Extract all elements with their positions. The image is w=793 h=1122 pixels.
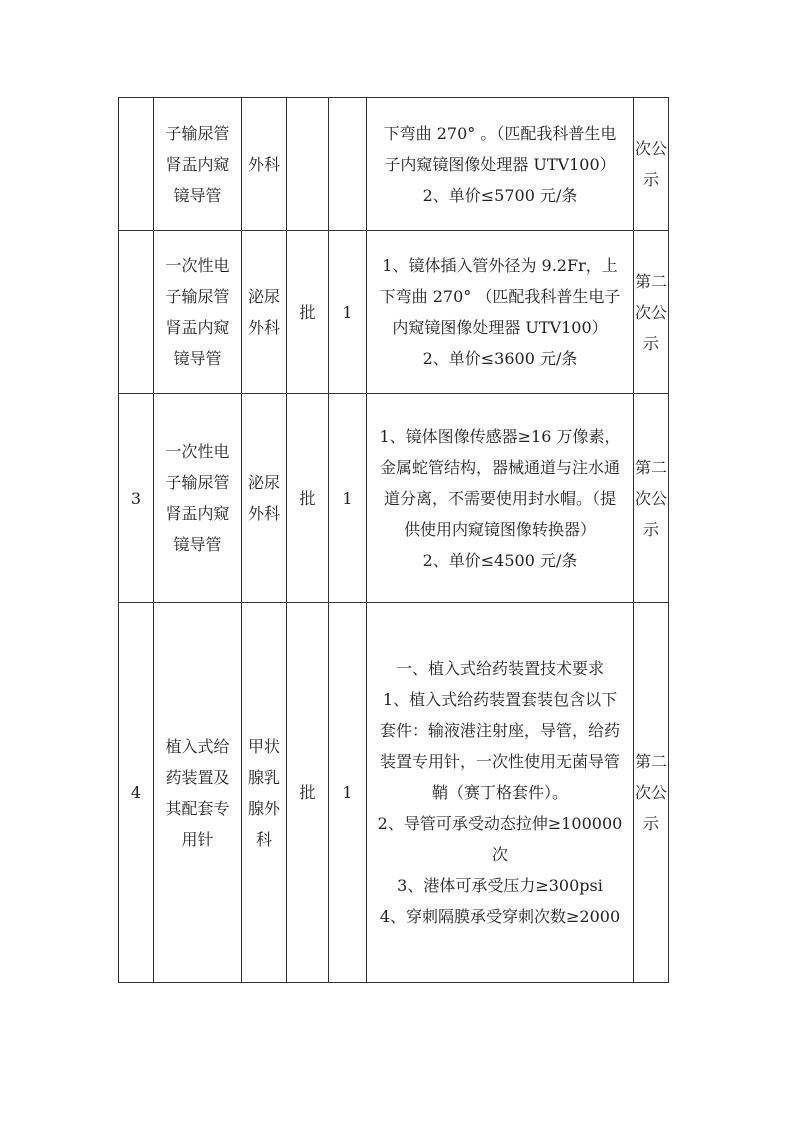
item-name-line: 一次性电 (165, 256, 230, 275)
requirement-line: 2、单价≤3600 元/条 (422, 349, 578, 368)
requirement-line: 1、镜体图像传感器≥16 万像素， (379, 426, 621, 446)
note-line: 第二 (634, 457, 667, 477)
quantity (329, 98, 367, 231)
department-line: 外科 (247, 318, 280, 337)
requirement-line: 3、港体可承受压力≥300psi (397, 876, 603, 895)
note-line: 次公 (634, 488, 667, 508)
item-name (154, 394, 242, 603)
requirement-line: 装置专用针，一次性使用无菌导管 (379, 752, 620, 771)
table-row (119, 603, 669, 983)
procurement-table (118, 97, 669, 983)
department (242, 231, 287, 394)
publication-note (634, 231, 669, 394)
item-name-line: 肾盂内窥 (165, 504, 230, 523)
department-line: 外科 (247, 154, 280, 174)
requirement-line: 2、导管可承受动态拉伸≥100000 (377, 814, 623, 833)
table-row (119, 98, 669, 231)
item-name-line: 镜导管 (173, 349, 222, 368)
requirement-line: 4、穿刺隔膜承受穿刺次数≥2000 (379, 907, 621, 926)
row-number: 4 (119, 603, 154, 983)
requirement-line: 套件：输液港注射座，导管，给药 (379, 721, 620, 740)
requirement-line: 供使用内窥镜图像转换器） (403, 519, 596, 539)
department-line: 泌尿 (247, 473, 280, 492)
item-name (154, 98, 242, 231)
department-line: 泌尿 (247, 287, 280, 306)
department (242, 394, 287, 603)
technical-requirements (367, 231, 634, 394)
department (242, 98, 287, 231)
note-line: 示 (642, 814, 659, 833)
department-line: 科 (255, 829, 272, 849)
table-row (119, 231, 669, 394)
note-line: 示 (642, 519, 659, 539)
department-line: 腺乳 (247, 767, 280, 787)
item-name-line: 子输尿管 (165, 473, 230, 492)
item-name-line: 其配套专 (165, 798, 230, 818)
row-number: 3 (119, 394, 154, 603)
item-name-line: 肾盂内窥 (165, 318, 230, 337)
note-line: 次公 (634, 139, 667, 158)
unit: 批 (287, 603, 329, 983)
item-name-line: 镜导管 (173, 185, 222, 205)
requirement-line: 子内窥镜图像处理器 UTV100） (384, 154, 616, 174)
note-line: 次公 (634, 302, 667, 322)
item-name-line: 用针 (181, 829, 214, 849)
item-name-line: 镜导管 (173, 535, 222, 554)
requirement-line: 1、镜体插入管外径为 9.2Fr，上 (382, 256, 618, 275)
quantity: 1 (329, 394, 367, 603)
requirement-line: 1、植入式给药装置套装包含以下 (382, 690, 618, 709)
unit: 批 (287, 394, 329, 603)
publication-note (634, 98, 669, 231)
requirement-line: 内窥镜图像处理器 UTV100） (392, 318, 608, 337)
technical-requirements (367, 98, 634, 231)
department-line: 外科 (247, 504, 280, 523)
item-name-line: 肾盂内窥 (165, 154, 230, 174)
table-row (119, 394, 669, 603)
item-name-line: 子输尿管 (165, 123, 230, 143)
row-number (119, 231, 154, 394)
unit (287, 98, 329, 231)
note-line: 示 (642, 170, 659, 189)
requirement-line: 下弯曲 270° 。（匹配我科普生电 (383, 123, 617, 143)
note-line: 示 (642, 333, 659, 353)
department-line: 甲状 (247, 736, 280, 756)
requirement-line: 鞘（赛丁格套件）。 (431, 783, 568, 802)
note-line: 第二 (634, 271, 667, 291)
note-line: 次公 (634, 783, 667, 802)
publication-note (634, 394, 669, 603)
technical-requirements (367, 603, 634, 983)
requirement-line: 2、单价≤4500 元/条 (422, 550, 578, 570)
department-line: 腺外 (247, 798, 280, 818)
item-name-line: 一次性电 (165, 442, 230, 461)
requirement-line: 2、单价≤5700 元/条 (422, 185, 578, 205)
quantity: 1 (329, 603, 367, 983)
table-body (119, 98, 669, 983)
requirement-line: 金属蛇管结构，器械通道与注水通 (379, 457, 620, 477)
item-name (154, 231, 242, 394)
department (242, 603, 287, 983)
requirement-line: 一、植入式给药装置技术要求 (395, 659, 604, 678)
publication-note (634, 603, 669, 983)
requirement-line: 次 (491, 845, 508, 864)
item-name (154, 603, 242, 983)
quantity: 1 (329, 231, 367, 394)
item-name-line: 植入式给 (165, 736, 230, 756)
requirement-line: 下弯曲 270° （匹配我科普生电子 (379, 287, 621, 306)
row-number (119, 98, 154, 231)
item-name-line: 子输尿管 (165, 287, 230, 306)
item-name-line: 药装置及 (165, 767, 230, 787)
requirement-line: 道分离，不需要使用封水帽。（提 (383, 488, 616, 508)
unit: 批 (287, 231, 329, 394)
technical-requirements (367, 394, 634, 603)
note-line: 第二 (634, 752, 667, 771)
